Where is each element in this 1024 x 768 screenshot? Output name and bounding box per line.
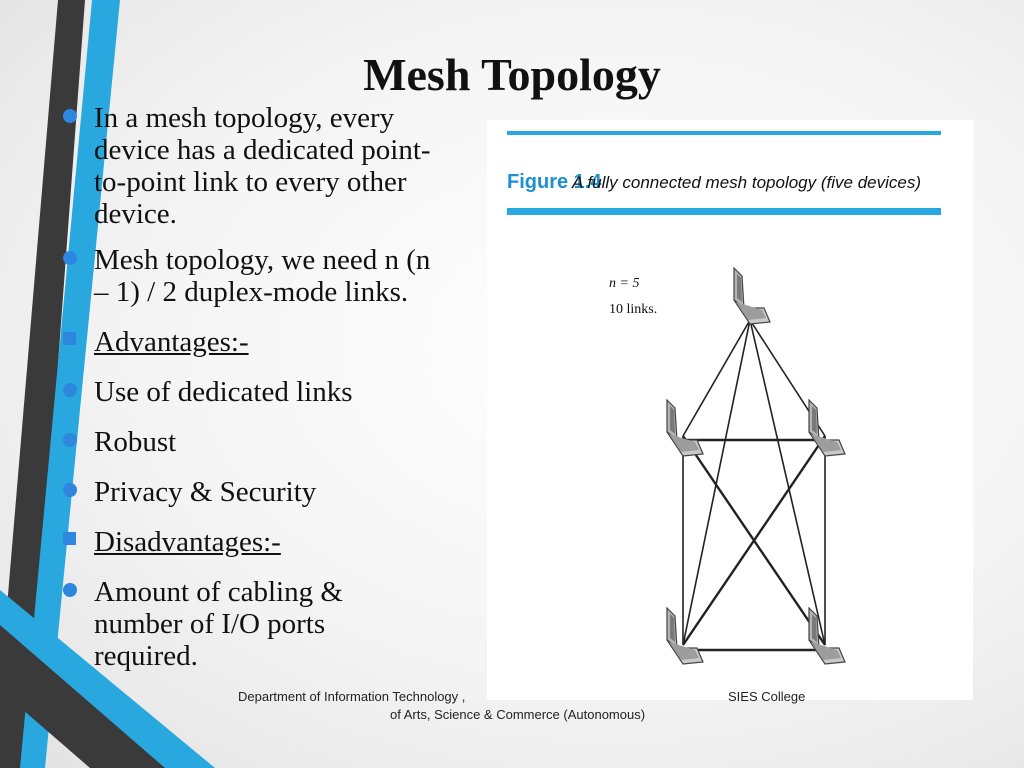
figure-bottom-rule	[507, 208, 941, 215]
bullet-item	[60, 244, 500, 308]
bullet-item	[60, 476, 500, 508]
figure-note-links: 10 links.	[609, 302, 658, 317]
square-bullet	[63, 532, 76, 545]
mesh-links	[683, 320, 825, 650]
heading-text: Advantages:-	[94, 326, 249, 358]
disadvantages-heading	[60, 526, 500, 558]
mesh-figure	[487, 120, 973, 700]
bullet-line: – 1) / 2 duplex-mode links.	[94, 276, 409, 308]
figure-caption: A fully connected mesh topology (five devices)	[572, 173, 921, 192]
bullet-text: Robust	[94, 426, 177, 458]
advantages-heading	[60, 326, 500, 358]
figure-label: Figure 1.4	[507, 171, 602, 193]
bullet-line: In a mesh topology, every	[94, 102, 395, 134]
bullet-line: device.	[94, 198, 177, 230]
laptop-icon	[809, 400, 845, 456]
bullet-item	[60, 102, 500, 230]
footer-college: SIES College	[728, 689, 806, 704]
heading-text: Disadvantages:-	[94, 526, 281, 558]
laptop-icon	[667, 400, 703, 456]
bullet-text: Privacy & Security	[94, 476, 317, 508]
bullet-dot	[63, 433, 77, 447]
bullet-line: to-point link to every other	[94, 166, 407, 198]
bullet-item	[60, 576, 500, 672]
mesh-figure-svg	[487, 120, 973, 700]
slide-title: Mesh Topology	[363, 49, 661, 100]
mesh-link	[683, 320, 750, 436]
bullet-line: required.	[94, 640, 198, 672]
bullet-line: Amount of cabling &	[94, 576, 343, 608]
bullet-list	[60, 102, 500, 672]
laptop-icon	[809, 608, 845, 664]
bullet-line: Mesh topology, we need n (n	[94, 244, 431, 276]
figure-top-rule	[507, 131, 941, 135]
bullet-item	[60, 426, 500, 458]
bullet-dot	[63, 483, 77, 497]
laptop-icon	[734, 268, 770, 324]
footer-college-line2: of Arts, Science & Commerce (Autonomous)	[390, 707, 646, 722]
bullet-dot	[63, 109, 77, 123]
bullet-line: number of I/O ports	[94, 608, 326, 640]
bullet-dot	[63, 383, 77, 397]
bullet-text: Use of dedicated links	[94, 376, 353, 408]
mesh-link	[750, 320, 825, 645]
bullet-dot	[63, 583, 77, 597]
figure-note-n: n = 5	[609, 276, 640, 291]
bullet-line: device has a dedicated point-	[94, 134, 431, 166]
square-bullet	[63, 332, 76, 345]
bullet-dot	[63, 251, 77, 265]
bullet-item	[60, 376, 500, 408]
footer-department: Department of Information Technology ,	[238, 689, 466, 704]
